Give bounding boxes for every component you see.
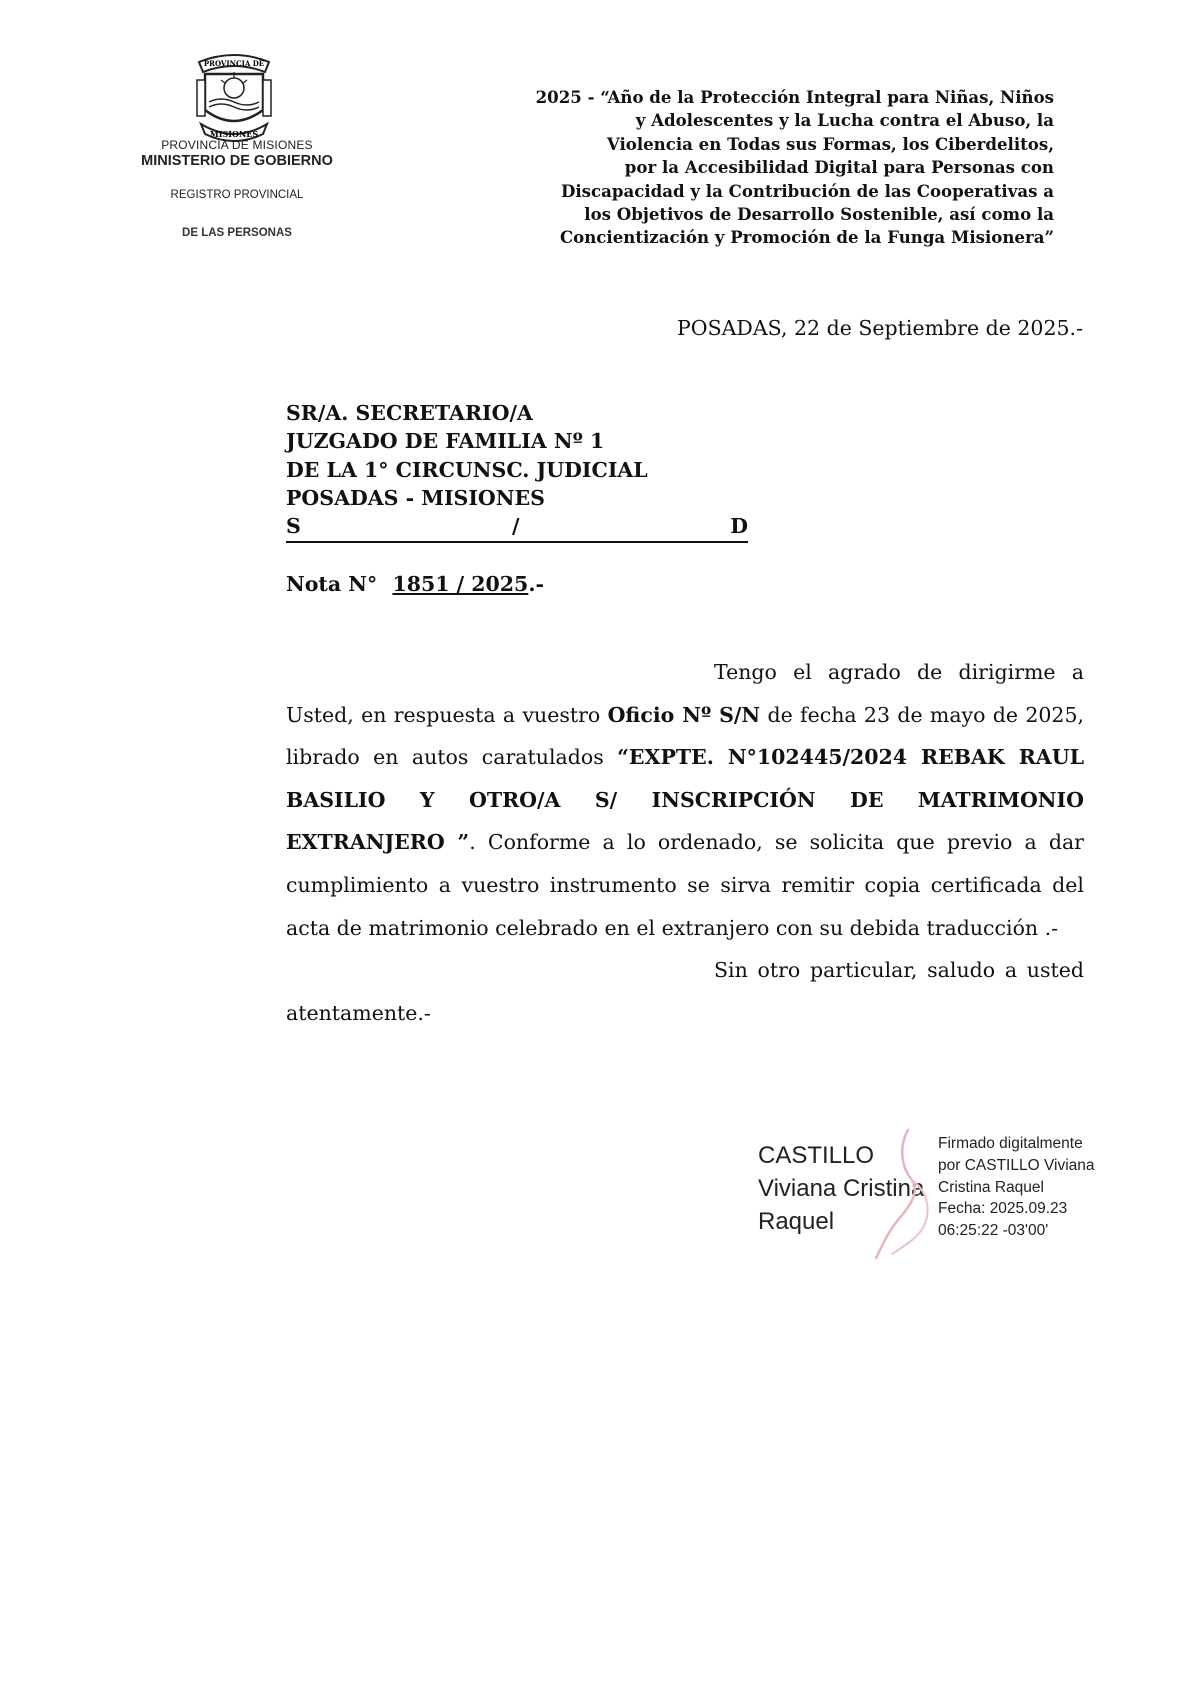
nota-number [286,572,544,596]
body-text: Tengo el agrado de dirigirme a Usted, en respuesta a vuestro [286,660,1084,727]
body-text: . Conforme a lo ordenado, se solicita que previo a dar cumplimiento a vuestro instrumento se sirva remitir copia certificada del acta de matrimonio celebrado en el extranjero con su debida traducción .- [286,830,1084,940]
closing-paragraph: Sin otro particular, saludo a usted atentamente.- [286,958,1084,1025]
body-text: de fecha 23 de mayo de 2025, librado en autos caratulados [286,702,1085,770]
case-caption: “EXPTE. N°102445/2024 REBAK RAUL BASILIO Y OTRO/A S/ INSCRIPCIÓN DE MATRIMONIO EXTRANJERO ” [286,745,1085,855]
sd-d: D [730,514,748,538]
signature-detail-line: Cristina Raquel [938,1178,1044,1196]
sd-s: S [286,514,301,538]
signer-name-line: Viviana Cristina [758,1175,925,1202]
registry-line1: REGISTRO PROVINCIAL [170,189,304,201]
addressee-block [286,399,648,512]
su-despacho-line [286,513,748,543]
year-motto [430,86,1054,250]
svg-text:PROVINCIA DE: PROVINCIA DE [203,59,265,68]
registry-line2: DE LAS PERSONAS [182,227,292,239]
signature-detail-line: Firmado digitalmente [938,1135,1083,1152]
motto-line: y Adolescentes y la Lucha contra el Abuso, la [635,110,1054,131]
nota-value: 1851 / 2025 [392,572,529,596]
provincial-seal-icon [191,52,277,142]
motto-line: por la Accesibilidad Digital para Personas con [624,157,1054,178]
signature-detail-line: 06:25:22 -03'00' [938,1222,1049,1240]
signer-name-line: CASTILLO [758,1142,875,1169]
signer-name-line: Raquel [758,1208,835,1235]
letter-body [286,651,1084,1034]
addressee-line: POSADAS - MISIONES [286,485,545,510]
signature-detail-line: Fecha: 2025.09.23 [938,1200,1068,1218]
motto-line: Violencia en Todas sus Formas, los Ciberdelitos, [606,133,1054,154]
signature-mark-icon [868,1128,948,1260]
motto-line: Discapacidad y la Contribución de las Cooperativas a [560,180,1054,201]
digital-signature [758,1131,1108,1263]
motto-line: los Objetivos de Desarrollo Sostenible, así como la [584,204,1054,225]
motto-line: Concientización y Promoción de la Funga Misionera” [559,227,1054,248]
signature-detail-line: por CASTILLO Viviana [938,1156,1095,1174]
addressee-line: DE LA 1° CIRCUNSC. JUDICIAL [286,457,648,482]
motto-line: 2025 - “Año de la Protección Integral para Niñas, Niños [535,87,1054,107]
signature-details [938,1133,1095,1242]
nota-suffix: .- [528,572,544,596]
agency-block [102,138,372,239]
addressee-line: JUZGADO DE FAMILIA Nº 1 [286,429,605,454]
date-line: POSADAS, 22 de Septiembre de 2025.- [676,316,1083,340]
province-name: PROVINCIA DE MISIONES [161,138,313,152]
sd-slash: / [512,514,520,538]
ministry-name: MINISTERIO DE GOBIERNO [141,153,333,169]
oficio-reference: Oficio Nº S/N [607,702,761,727]
nota-label: Nota N° [286,572,378,596]
body-paragraph [286,651,1084,949]
addressee-line: SR/A. SECRETARIO/A [286,401,533,425]
svg-text:MISIONES: MISIONES [209,129,259,139]
